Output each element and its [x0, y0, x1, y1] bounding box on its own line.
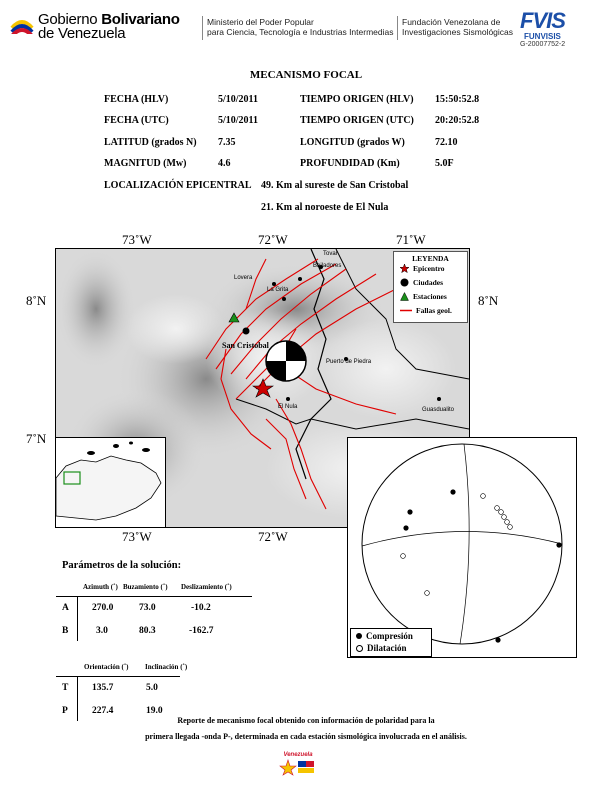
lon-label-73-bottom: 73˚W [122, 529, 152, 544]
lon-label-72-top: 72˚W [258, 232, 288, 247]
footer-note-line2: primera llegada -onda P-, determinada en cada estación sismológica involucrada en el análisis. [145, 732, 467, 741]
axis-p-label: P [62, 706, 68, 716]
lon-label-73-top: 73˚W [122, 232, 152, 247]
star-logo-icon [278, 758, 318, 776]
map-legend [393, 251, 468, 323]
plane-a-slip: -10.2 [191, 603, 211, 613]
tiempo-hlv-value: 15:50:52.8 [435, 94, 480, 105]
stereonet-panel [347, 437, 577, 658]
longitud-value: 72.10 [435, 137, 458, 148]
plane-a-azimuth: 270.0 [92, 603, 114, 613]
legend-title: LEYENDA [412, 254, 449, 263]
dilatation-points [401, 494, 513, 596]
fault-line-icon [400, 306, 412, 315]
header-orientacion: Orientación (˚) [84, 663, 129, 671]
fecha-utc-label: FECHA (UTC) [104, 115, 169, 126]
plane-b-slip: -162.7 [189, 626, 214, 636]
legend-estaciones: Estaciones [413, 292, 447, 301]
lat-label-8-left: 8˚N [26, 293, 47, 308]
lat-label-8-right: 8˚N [478, 293, 499, 308]
axis-t-label: T [62, 683, 69, 693]
lat-label-7-left: 7˚N [26, 431, 47, 446]
header-divider [397, 16, 398, 40]
plane-b-dip: 80.3 [139, 626, 156, 636]
table-rule [77, 676, 78, 721]
magnitud-value: 4.6 [218, 158, 231, 169]
city-label-elnula: El Nula [278, 404, 298, 410]
magnitud-label: MAGNITUD (Mw) [104, 158, 187, 169]
plane-a-dip: 73.0 [139, 603, 156, 613]
ministry-name: Ministerio del Poder Popular para Ciencia, Tecnología e Industrias Intermedias [207, 17, 394, 37]
focal-mechanism-beachball [266, 341, 306, 381]
plane-b-azimuth: 3.0 [96, 626, 108, 636]
axis-t-inclination: 5.0 [146, 683, 158, 693]
city-label-bailadores: Bailadores [313, 263, 342, 269]
inset-map [55, 437, 166, 528]
government-name: Gobierno Bolivariano de Venezuela [38, 11, 180, 42]
lon-label-71-top: 71˚W [396, 232, 426, 247]
table-rule [77, 596, 78, 641]
table-rule [56, 596, 252, 597]
fecha-hlv-label: FECHA (HLV) [104, 94, 169, 105]
rif-number: G-20007752-2 [520, 41, 566, 48]
filled-circle-icon [356, 633, 362, 639]
page-title: MECANISMO FOCAL [249, 69, 363, 81]
localizacion-line1: 49. Km al sureste de San Cristobal [261, 180, 409, 191]
tiempo-hlv-label: TIEMPO ORIGEN (HLV) [300, 94, 414, 105]
funvisis-logo: FVIS [520, 8, 565, 33]
city-label-puerto: Puerto de Piedra [326, 359, 372, 365]
government-logo [10, 14, 34, 39]
stereonet-legend [350, 628, 432, 657]
fecha-utc-value: 5/10/2011 [218, 115, 259, 126]
axis-t-orientation: 135.7 [92, 683, 114, 693]
inset-venezuela-map [56, 438, 165, 527]
header-buzamiento: Buzamiento (˚) [123, 583, 168, 591]
circle-icon [400, 278, 409, 287]
header-azimuth: Azimuth (˚) [83, 583, 118, 591]
localizacion-label: LOCALIZACIÓN EPICENTRAL [104, 180, 252, 191]
legend-dilatation: Dilatación [367, 643, 407, 653]
triangle-icon [400, 292, 409, 301]
legend-ciudades: Ciudades [413, 278, 444, 287]
city-label-lagrita: La Grita [267, 287, 289, 293]
profundidad-value: 5.0F [435, 158, 454, 169]
open-circle-icon [356, 645, 363, 652]
legend-compression: Compresión [366, 631, 413, 641]
foundation-name: Fundación Venezolana de Investigaciones Sismológicas [402, 17, 514, 37]
venezuela-logo: Venezuela [278, 752, 318, 778]
legend-fallas: Fallas geol. [416, 306, 452, 315]
legend-epicentro: Epicentro [413, 264, 445, 273]
table-rule [56, 676, 180, 677]
city-label-tovar: Tovar [323, 251, 338, 257]
tiempo-utc-value: 20:20:52.8 [435, 115, 480, 126]
fecha-hlv-value: 5/10/2011 [218, 94, 259, 105]
latitud-label: LATITUD (grados N) [104, 137, 197, 148]
plane-b-label: B [62, 626, 69, 636]
tiempo-utc-label: TIEMPO ORIGEN (UTC) [300, 115, 414, 126]
params-title: Parámetros de la solución: [62, 560, 182, 571]
city-label-lovera: Lovera [234, 275, 253, 281]
city-marker [243, 328, 250, 335]
header-deslizamiento: Deslizamiento (˚) [181, 583, 232, 591]
header-inclinacion: Inclinación (˚) [145, 663, 188, 671]
city-label-sancristobal: San Cristobal [222, 341, 269, 350]
axis-p-inclination: 19.0 [146, 706, 163, 716]
longitud-label: LONGITUD (grados W) [300, 137, 405, 148]
compression-points [403, 489, 561, 642]
city-label-guasdualito: Guasdualito [422, 407, 455, 413]
funvisis-name: FUNVISIS [524, 32, 561, 41]
latitud-value: 7.35 [218, 137, 236, 148]
localizacion-line2: 21. Km al noroeste de El Nula [261, 202, 389, 213]
lon-label-72-bottom: 72˚W [258, 529, 288, 544]
axis-p-orientation: 227.4 [92, 706, 114, 716]
footer-note-line1: Reporte de mecanismo focal obtenido con información de polaridad para la [177, 716, 435, 725]
venezuela-flag-icon [10, 14, 34, 34]
star-icon [400, 264, 409, 273]
header-divider [202, 16, 203, 40]
stereonet-plot [348, 438, 576, 657]
profundidad-label: PROFUNDIDAD (Km) [300, 158, 400, 169]
plane-a-label: A [62, 603, 69, 613]
